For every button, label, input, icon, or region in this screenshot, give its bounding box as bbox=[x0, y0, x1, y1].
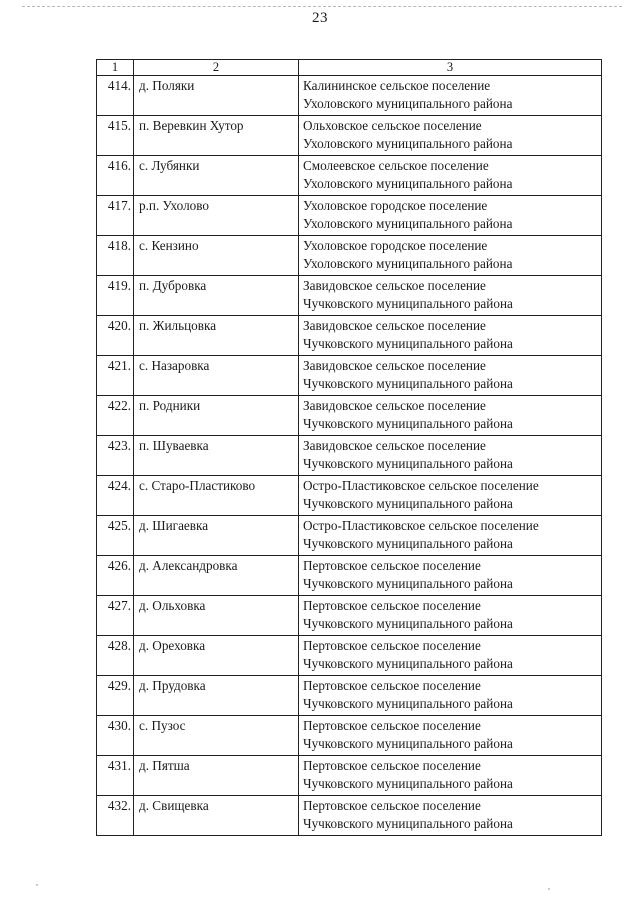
settlement-name: Ухоловское городское поселение bbox=[303, 238, 488, 253]
row-number: 427. bbox=[97, 596, 134, 636]
district-name: Чучковского муниципального района bbox=[303, 376, 513, 391]
place-name: п. Жильцовка bbox=[134, 316, 299, 356]
place-name: д. Ольховка bbox=[134, 596, 299, 636]
district-name: Чучковского муниципального района bbox=[303, 696, 513, 711]
district-name: Чучковского муниципального района bbox=[303, 416, 513, 431]
row-number: 420. bbox=[97, 316, 134, 356]
table-row bbox=[97, 796, 602, 836]
settlement-name: Калининское сельское поселение bbox=[303, 78, 491, 93]
table-body bbox=[97, 76, 602, 836]
settlement-name: Пертовское сельское поселение bbox=[303, 758, 481, 773]
municipal-settlement bbox=[299, 796, 602, 836]
municipal-settlement bbox=[299, 596, 602, 636]
settlement-name: Ольховское сельское поселение bbox=[303, 118, 482, 133]
settlement-name: Пертовское сельское поселение bbox=[303, 598, 481, 613]
settlement-name: Пертовское сельское поселение bbox=[303, 718, 481, 733]
table-row bbox=[97, 236, 602, 276]
table-row bbox=[97, 156, 602, 196]
settlement-name: Завидовское сельское поселение bbox=[303, 318, 486, 333]
place-name: с. Старо-Пластиково bbox=[134, 476, 299, 516]
row-number: 425. bbox=[97, 516, 134, 556]
settlement-name: Завидовское сельское поселение bbox=[303, 358, 486, 373]
municipal-settlement bbox=[299, 276, 602, 316]
settlement-name: Пертовское сельское поселение bbox=[303, 638, 481, 653]
district-name: Чучковского муниципального района bbox=[303, 816, 513, 831]
place-name: д. Свищевка bbox=[134, 796, 299, 836]
table-header-row bbox=[97, 60, 602, 76]
place-name: п. Дубровка bbox=[134, 276, 299, 316]
settlement-name: Завидовское сельское поселение bbox=[303, 438, 486, 453]
place-name: д. Шигаевка bbox=[134, 516, 299, 556]
place-name: с. Лубянки bbox=[134, 156, 299, 196]
table-row bbox=[97, 756, 602, 796]
row-number: 423. bbox=[97, 436, 134, 476]
row-number: 428. bbox=[97, 636, 134, 676]
settlements-table bbox=[96, 59, 602, 836]
municipal-settlement bbox=[299, 396, 602, 436]
district-name: Ухоловского муниципального района bbox=[303, 176, 513, 191]
row-number: 424. bbox=[97, 476, 134, 516]
page-number: 23 bbox=[312, 10, 328, 26]
district-name: Чучковского муниципального района bbox=[303, 296, 513, 311]
row-number: 422. bbox=[97, 396, 134, 436]
table-row bbox=[97, 276, 602, 316]
municipal-settlement bbox=[299, 756, 602, 796]
row-number: 415. bbox=[97, 116, 134, 156]
place-name: р.п. Ухолово bbox=[134, 196, 299, 236]
municipal-settlement bbox=[299, 76, 602, 116]
place-name: п. Шуваевка bbox=[134, 436, 299, 476]
district-name: Ухоловского муниципального района bbox=[303, 96, 513, 111]
settlement-name: Пертовское сельское поселение bbox=[303, 558, 481, 573]
place-name: д. Александровка bbox=[134, 556, 299, 596]
row-number: 421. bbox=[97, 356, 134, 396]
district-name: Чучковского муниципального района bbox=[303, 576, 513, 591]
row-number: 418. bbox=[97, 236, 134, 276]
table-row bbox=[97, 76, 602, 116]
district-name: Чучковского муниципального района bbox=[303, 336, 513, 351]
place-name: д. Ореховка bbox=[134, 636, 299, 676]
municipal-settlement bbox=[299, 716, 602, 756]
row-number: 426. bbox=[97, 556, 134, 596]
column-header-settlement: 3 bbox=[299, 60, 602, 76]
place-name: д. Прудовка bbox=[134, 676, 299, 716]
settlement-name: Остро-Пластиковское сельское поселение bbox=[303, 518, 539, 533]
table-row bbox=[97, 476, 602, 516]
municipal-settlement bbox=[299, 236, 602, 276]
district-name: Чучковского муниципального района bbox=[303, 456, 513, 471]
table-row bbox=[97, 636, 602, 676]
district-name: Ухоловского муниципального района bbox=[303, 216, 513, 231]
municipal-settlement bbox=[299, 636, 602, 676]
scan-speck bbox=[548, 888, 550, 890]
place-name: п. Веревкин Хутор bbox=[134, 116, 299, 156]
place-name: д. Пятша bbox=[134, 756, 299, 796]
municipal-settlement bbox=[299, 676, 602, 716]
column-header-number: 1 bbox=[97, 60, 134, 76]
column-header-place: 2 bbox=[134, 60, 299, 76]
district-name: Чучковского муниципального района bbox=[303, 776, 513, 791]
district-name: Чучковского муниципального района bbox=[303, 536, 513, 551]
place-name: с. Назаровка bbox=[134, 356, 299, 396]
table-row bbox=[97, 316, 602, 356]
district-name: Чучковского муниципального района bbox=[303, 736, 513, 751]
district-name: Чучковского муниципального района bbox=[303, 496, 513, 511]
place-name: п. Родники bbox=[134, 396, 299, 436]
municipal-settlement bbox=[299, 516, 602, 556]
district-name: Ухоловского муниципального района bbox=[303, 136, 513, 151]
table-row bbox=[97, 516, 602, 556]
table-row bbox=[97, 396, 602, 436]
district-name: Чучковского муниципального района bbox=[303, 656, 513, 671]
row-number: 419. bbox=[97, 276, 134, 316]
settlement-name: Смолеевское сельское поселение bbox=[303, 158, 489, 173]
district-name: Чучковского муниципального района bbox=[303, 616, 513, 631]
municipal-settlement bbox=[299, 156, 602, 196]
settlement-name: Остро-Пластиковское сельское поселение bbox=[303, 478, 539, 493]
row-number: 414. bbox=[97, 76, 134, 116]
settlement-name: Пертовское сельское поселение bbox=[303, 798, 481, 813]
row-number: 416. bbox=[97, 156, 134, 196]
row-number: 431. bbox=[97, 756, 134, 796]
place-name: с. Пузос bbox=[134, 716, 299, 756]
municipal-settlement bbox=[299, 356, 602, 396]
table-row bbox=[97, 436, 602, 476]
table-row bbox=[97, 596, 602, 636]
place-name: с. Кензино bbox=[134, 236, 299, 276]
table-row bbox=[97, 716, 602, 756]
municipal-settlement bbox=[299, 436, 602, 476]
row-number: 430. bbox=[97, 716, 134, 756]
municipal-settlement bbox=[299, 316, 602, 356]
table-row bbox=[97, 356, 602, 396]
row-number: 417. bbox=[97, 196, 134, 236]
place-name: д. Поляки bbox=[134, 76, 299, 116]
scan-speck bbox=[36, 884, 38, 886]
row-number: 429. bbox=[97, 676, 134, 716]
settlement-name: Завидовское сельское поселение bbox=[303, 398, 486, 413]
settlement-name: Завидовское сельское поселение bbox=[303, 278, 486, 293]
municipal-settlement bbox=[299, 116, 602, 156]
district-name: Ухоловского муниципального района bbox=[303, 256, 513, 271]
settlement-name: Пертовское сельское поселение bbox=[303, 678, 481, 693]
municipal-settlement bbox=[299, 556, 602, 596]
table-row bbox=[97, 196, 602, 236]
municipal-settlement bbox=[299, 476, 602, 516]
row-number: 432. bbox=[97, 796, 134, 836]
table-row bbox=[97, 556, 602, 596]
table-row bbox=[97, 676, 602, 716]
settlement-name: Ухоловское городское поселение bbox=[303, 198, 488, 213]
scan-top-edge-line bbox=[22, 6, 622, 7]
table-row bbox=[97, 116, 602, 156]
municipal-settlement bbox=[299, 196, 602, 236]
